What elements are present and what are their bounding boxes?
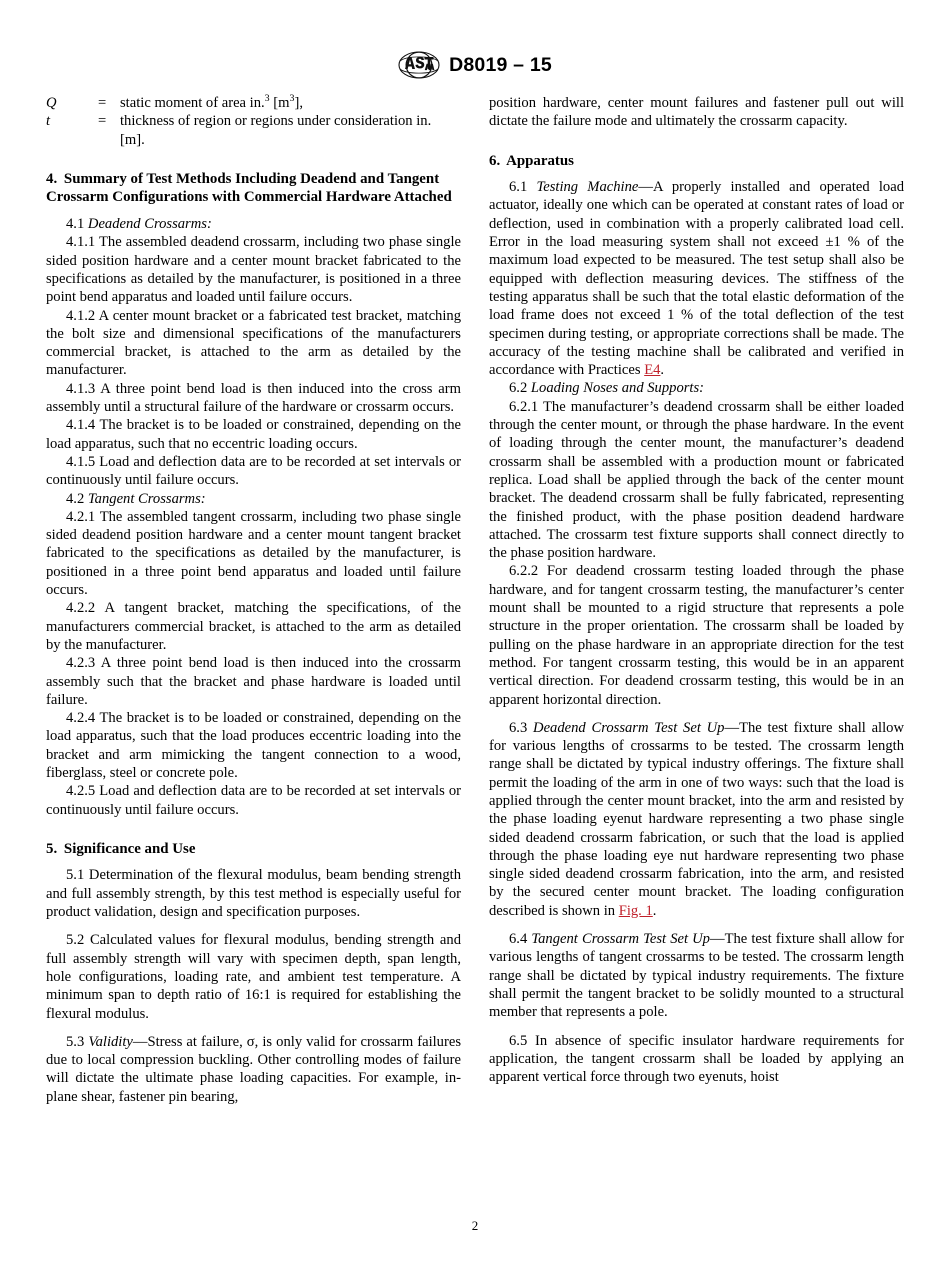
paragraph-6-2-2: 6.2.2 For deadend crossarm testing loaded through the phase hardware, and for tangent crossarm testing, the manufacturer’s center mount shall be mounted to a rigid structure that represents a pole structure in the proper orientation. The crossarm shall be loaded by pulling on the phase hardware in an appropriate direction for the test method. For tangent crossarm testing, this would be in an apparent vertical direction. For deadend crossarm testing, this would be in an apparent horizontal direction.: [489, 563, 904, 708]
paragraph-6-3-body: —The test fixture shall allow for various lengths of crossarms to be tested. The crossarm length range shall be dictated by typical industry offerings. The fixture shall permit the loading of the arm in one of two ways: such that the load is applied through the center mount bracket, into the arm and resisted by the phase loading eyenut hardware representing a two phase single sided deadend crossarm fabrication, or such that the load is applied through the phase loading eye nut hardware representing two phase single sided deadend crossarm fabrication, into the arm, and resisted by the secured center mount bracket. The loading configuration described is shown in: [489, 719, 904, 919]
section-number-4: 4.: [46, 170, 58, 187]
section-heading-5: [46, 840, 461, 859]
subsection-heading-4-1: [46, 215, 461, 233]
definition-equals: =: [98, 95, 107, 111]
left-column: [46, 94, 461, 1204]
definition-row-Q: [46, 94, 461, 112]
paragraph-6-1-term: Testing Machine: [536, 179, 639, 196]
astm-logo-icon: [398, 50, 440, 80]
definition-text: [120, 94, 461, 112]
symbol-definition-list: [46, 94, 461, 149]
section-title-4: Summary of Test Methods Including Deadend and Tangent Crossarm Configurations with Commercial Hardware Attached: [46, 170, 452, 206]
paragraph-5-3-number: 5.3: [66, 1033, 85, 1050]
paragraph-6-1-tail: .: [660, 362, 665, 379]
definition-symbol: Q: [46, 95, 57, 111]
subsection-heading-6-2: [489, 379, 904, 397]
definition-text-part1: static moment of area in.: [120, 95, 265, 111]
paragraph-6-1-body: —A properly installed and operated load actuator, ideally one which can be operated at constant rates of load or deflection, used in combination with a properly calibrated load cell. Error in the load measuring system shall not exceed ±1 % of the maximum load expected to be measured. The test setup shall also be equipped with deflection measuring devices. The stiffness of the testing apparatus shall be such that the total elastic deformation of the load frame does not exceed 1 % of the total deflection of the test specimen during testing, or appropriate corrections shall be made. The accuracy of the testing machine shall be calibrated and verified in accordance with Practices: [489, 179, 905, 379]
paragraph-5-1: 5.1 Determination of the flexural modulus, beam bending strength and full assembly strength, by this test method is especially useful for product validation, design and specification purposes.: [46, 867, 461, 921]
paragraph-continuation-5-3: position hardware, center mount failures and fastener pull out will dictate the failure mode and ultimately the crossarm capacity.: [489, 95, 904, 130]
subsection-number-6-2: 6.2: [509, 380, 528, 397]
paragraph-4-1-3: 4.1.3 A three point bend load is then induced into the cross arm assembly until a structural failure of the hardware or crossarm occurs.: [46, 380, 461, 416]
paragraph-5-3-term: Validity: [88, 1033, 133, 1050]
definition-text: thickness of region or regions under consideration in.: [120, 113, 432, 130]
figure-1-link[interactable]: Fig. 1: [618, 902, 653, 919]
section-number-6: 6.: [489, 152, 501, 169]
page-header: [0, 48, 950, 82]
subsection-heading-4-2: [46, 490, 461, 508]
section-title-5: Significance and Use: [63, 840, 196, 857]
paragraph-4-2-3: 4.2.3 A three point bend load is then induced into the crossarm assembly such that the bracket and phase hardware is loaded until failure.: [46, 655, 461, 708]
paragraph-6-5: 6.5 In absence of specific insulator hardware requirements for application, the tangent crossarm shall be loaded by applying an apparent vertical force through two eyenuts, hoist: [489, 1032, 904, 1086]
paragraph-6-4-term: Tangent Crossarm Test Set Up: [531, 931, 710, 948]
right-column: [489, 94, 904, 1204]
paragraph-6-2-1: 6.2.1 The manufacturer’s deadend crossarm shall be either loaded through the center mount, or through the phase hardware. In the event of loading through the center mount, the manufacturer’s deadend crossarm shall be assembled with a production mount or fabricated replica. Load shall be applied through the back of the center mount bracket. The deadend crossarm shall be fully fabricated, representing the finished product, with the phase position deadend hardware attached. The crossarm test fixture supports shall connect directly to the phase position hardware.: [489, 398, 904, 562]
definition-row-t: [46, 112, 461, 130]
body-columns: [46, 94, 904, 1204]
paragraph-4-2-4: 4.2.4 The bracket is to be loaded or constrained, depending on the load apparatus, such that the load produces eccentric loading into the bracket and arm mimicking the tangent connection to a wood, fiberglass, steel or concrete pole.: [46, 710, 461, 781]
page-footer: [0, 1218, 950, 1234]
definition-superscript-2: 3: [289, 93, 295, 105]
paragraph-6-1-number: 6.1: [509, 179, 528, 196]
paragraph-6-1: [489, 178, 904, 379]
paragraph-6-4: [489, 930, 904, 1021]
definition-continuation: [m].: [120, 131, 145, 148]
definition-superscript-1: 3: [264, 93, 270, 105]
paragraph-4-2-5: 4.2.5 Load and deflection data are to be recorded at set intervals or continuously until failure occurs.: [46, 783, 461, 818]
paragraph-5-2: 5.2 Calculated values for flexural modulus, bending strength and full assembly strength will vary with specimen depth, span length, hole configurations, loading rate, and ambient test temperature. A minimum span to depth ratio of 16:1 is required for establishing the flexural modulus.: [46, 932, 461, 1022]
paragraph-6-4-body: —The test fixture shall allow for various lengths of tangent crossarms to be tested. The crossarm length range shall be dictated by typical industry requirements. The fixture shall permit the tangent bracket to be solidly mounted to a structural member that represents a pole.: [489, 931, 904, 1021]
section-number-5: 5.: [46, 840, 58, 857]
subsection-title-4-2: Tangent Crossarms:: [87, 490, 206, 507]
paragraph-4-2-1: 4.2.1 The assembled tangent crossarm, including two phase single sided deadend position hardware and a center mount tangent bracket fabricated to the specifications as detailed by the manufacturer, is positioned in a three point bend apparatus and loaded until failure occurs.: [46, 508, 461, 599]
section-heading-4: [46, 170, 461, 207]
paragraph-6-4-number: 6.4: [509, 931, 528, 948]
subsection-number-4-2: 4.2: [66, 490, 85, 507]
document-designation: D8019 – 15: [449, 53, 552, 76]
paragraph-4-1-2: 4.1.2 A center mount bracket or a fabricated test bracket, matching the bolt size and dimensional specifications of the manufacturers commercial bracket, is attached to the arm as detailed by the manufacturer.: [46, 307, 461, 379]
paragraph-4-1-5: 4.1.5 Load and deflection data are to be recorded at set intervals or continuously until failure occurs.: [46, 453, 461, 489]
definition-text-part2: [m: [269, 95, 290, 111]
definition-symbol: t: [46, 113, 51, 130]
page-number: 2: [471, 1218, 479, 1233]
definition-text-part3: ],: [294, 95, 303, 111]
paragraph-4-2-2: 4.2.2 A tangent bracket, matching the specifications, of the manufacturers commercial bracket, is attached to the arm as detailed by the manufacturer.: [46, 600, 461, 653]
subsection-title-6-2: Loading Noses and Supports:: [530, 380, 705, 397]
paragraph-4-1-4: 4.1.4 The bracket is to be loaded or constrained, depending on the load apparatus, such that no eccentric loading occurs.: [46, 417, 461, 452]
subsection-title-4-1: Deadend Crossarms:: [87, 216, 212, 233]
paragraph-4-1-1: 4.1.1 The assembled deadend crossarm, including two phase single sided position hardware and a center mount bracket fabricated to the specifications as detailed by the manufacturer, is positioned in a three point bend apparatus and loaded until failure occurs.: [46, 234, 461, 306]
paragraph-5-3-body: —Stress at failure, σ, is only valid for crossarm failures due to local compression buckling. Other controlling modes of failure will dictate the ultimate phase loading capacities. For example, in-plane shear, fastener pin bearing,: [46, 1033, 461, 1105]
section-title-6: Apparatus: [506, 152, 574, 169]
paragraph-6-3-number: 6.3: [509, 719, 528, 736]
paragraph-5-3: [46, 1033, 461, 1106]
definition-equals: =: [98, 113, 107, 130]
section-heading-6: [489, 152, 904, 171]
practice-e4-link[interactable]: E4: [644, 362, 661, 379]
subsection-number-4-1: 4.1: [66, 216, 85, 233]
paragraph-6-3-tail: .: [652, 902, 657, 919]
paragraph-6-3: [489, 719, 904, 920]
paragraph-6-3-term: Deadend Crossarm Test Set Up: [533, 719, 725, 736]
